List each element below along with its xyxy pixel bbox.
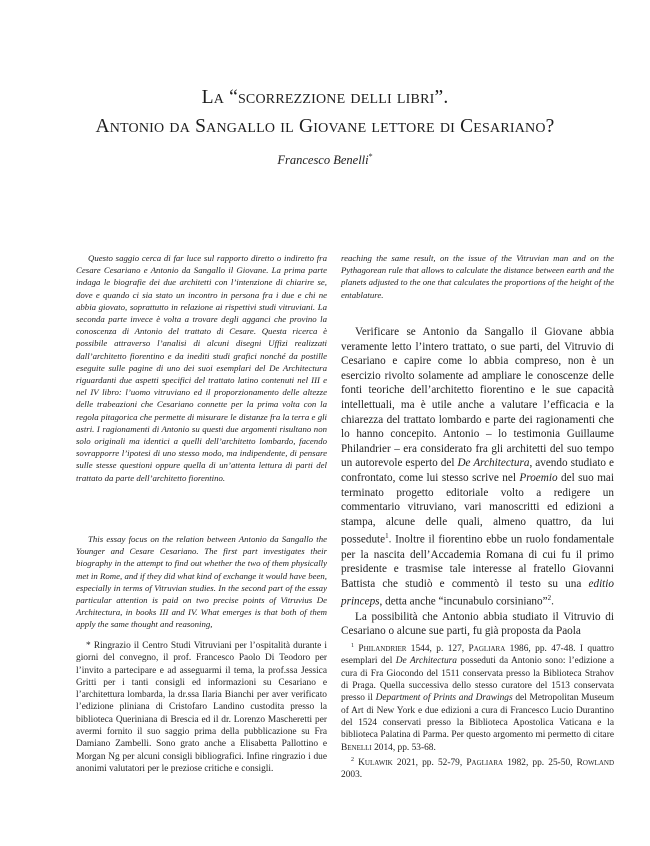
abstract-en-text-2: , in books III and IV. What emerges is that both of them apply the same thought and reasoning,: [76, 607, 327, 630]
footnote-1-text-d: 1986, pp. 47-48. I quattro esemplari del: [341, 644, 614, 667]
body-p1-text-f: .: [551, 596, 554, 609]
footnote-2-author-rowland: Rowland: [576, 757, 614, 768]
footnote-1-text-f: posseduti da Antonio sono: l’edizione a cura di Fra Giocondo del 1511 conservata presso la Biblioteca Strahov di Praga. Quella successiva dello stesso curatore del 1513 conservata presso il: [341, 656, 615, 704]
body-p1-text-d: . Inoltre il fiorentino ebbe un ruolo fondamentale per la nascita dell’Accademia Romana di cui fu il primo presidente e trasmise tale interesse al fratello Giovanni Battista che studiò e commentò il testo su una: [341, 534, 614, 590]
body-p1-proemio: Proemio: [519, 471, 558, 484]
abstract-it-dearch: De Architectura: [269, 362, 328, 373]
abstract-english: [76, 533, 327, 631]
abstract-italian: [76, 252, 327, 484]
footnote-2-mark: 2: [351, 756, 354, 763]
footnote-2-text-d: 1982, pp. 25-50,: [503, 757, 577, 768]
abstract-it-text-3: riguardanti due aspetti specifici del trattato latino contenuti nel III e nel IV libro: l’uomo vitruviano ed il proporzionamento delle altezze delle trabeazioni che Cesariano connette per la prima volta con la regola pitagorica che permette di misurare le distanze fra la terra e gli astri. I ragionamenti di Antonio su questi due argomenti risultano non solo originali ma identici a quelli dell’architetto lombardo, facendo sovrapporre l’ipotesi di uno stesso modo, ma indipendente, di pensare sulle stesse questioni oppure quella di un’attenta lettura di parti del trattato da parte dell’architetto fiorentino.: [76, 375, 327, 483]
abstract-it-text-2: realizzati dall’architetto fiorentino e da inediti studi grafici nonché da postille eseguite sulle pagine di uno dei suoi esemplari del: [76, 338, 327, 373]
footnote-1-dearch: De Architectura: [395, 656, 457, 667]
abstract-en-continuation: reaching the same result, on the issue of the Vitruvian man and on the Pythagorean rule that allows to calculate the distance between earth and the planets adjusted to the one that calculates the proportions of the height of the entablature.: [341, 253, 614, 300]
author-footnote-mark: *: [368, 152, 373, 161]
abstract-en-dearch: De Architectura: [76, 595, 327, 618]
abstract-english-paragraph: [76, 533, 327, 631]
title-line-1: La “scorrezzione delli libri”.: [201, 87, 449, 108]
footnote-star: [76, 640, 327, 775]
footnote-1-text-h: del Metropolitan Museum of Art di New York e due edizioni a cura di Francesco Lucio Durantino del 1524 conservati presso la Biblioteca Apostolica Vaticana e la biblioteca Palatina di Parma. Per questo argomento mi permetto di citare: [341, 693, 614, 741]
footnote-star-paragraph: [76, 640, 327, 775]
footnote-1-department: Department of Prints and Drawings: [375, 693, 513, 704]
body-p1-text-b: , avendo studiato e confrontato, come lui stesso scrive nel: [341, 457, 614, 484]
footnote-star-mark: *: [86, 641, 91, 651]
title-line-2: Antonio da Sangallo il Giovane lettore di Cesariano?: [95, 116, 555, 137]
abstract-italian-paragraph: [76, 252, 327, 484]
body-p1-text-c: del suo mai terminato progetto editoriale volto a redigere un commentario vitruviano, vari manoscritti ed edizioni a stampa, alcune delle quali, almeno quattro, da lui possedute: [341, 471, 614, 547]
footnote-1-mark: 1: [351, 643, 354, 649]
footnote-2: [341, 754, 614, 782]
footnote-1-author-philandrier: Philandrier: [354, 644, 407, 655]
body-text: [341, 325, 614, 639]
footnote-1-author-benelli: Benelli: [341, 742, 372, 753]
footnote-2-author-kulawik: Kulawik: [354, 757, 393, 768]
body-p1-text-a: Verificare se Antonio da Sangallo il Giovane abbia veramente letto l’intero trattato, o sue parti, del Vitruvio di Cesariano e capire come lo abbia compreso, non è un esercizio rivolto solamente ad ampliare le conoscenze delle fonti teoriche dell’architetto fiorentino e le sue capacità intellettuali, ma è utile anche a valutare l’efficacia e la chiarezza del trattato lombardo e parte dei ragionamenti che lo hanno concepito. Antonio – lo testimonia Guillaume Philandrier – era considerato fra gli architetti del suo tempo un autorevole esperto del: [341, 326, 614, 470]
footnote-ref-1[interactable]: 1: [385, 532, 389, 541]
author-name: Francesco Benelli: [277, 153, 369, 168]
abstract-it-text-1: Questo saggio cerca di far luce sul rapporto diretto o indiretto fra Cesare Cesariano e Antonio da Sangallo il Giovane. La prima parte indaga le biografie dei due architetti con l’intenzione di chiarire se, dove e quando ci sia stato un incontro in persona fra i due e chi ne abbia giovato, soprattutto in relazione ai rispettivi studi vitruviani. La seconda parte invece è volta a trovare degli agganci che provino la conoscenza di Antonio del trattato di Cesare. Questa ricerca è possibile attraverso l’analisi di alcuni disegni: [76, 253, 327, 349]
body-p1-text-e: , detta anche “incunabulo corsiniano”: [379, 596, 548, 609]
body-paragraph-1: [341, 325, 614, 610]
abstract-english-continued: [341, 252, 614, 301]
body-p1-editio: editio princeps: [341, 577, 614, 609]
footnote-1-author-pagliara: Pagliara: [468, 644, 506, 655]
footnote-1-text-j: 2014, pp. 53-68.: [371, 742, 436, 753]
footnotes-numbered: [341, 640, 614, 782]
abstract-it-uffizi: Uffizi: [268, 338, 288, 349]
author-byline: [40, 152, 610, 168]
body-p1-dearch: De Architectura: [457, 457, 530, 470]
footnote-1: [341, 640, 614, 754]
footnote-star-text: Ringrazio il Centro Studi Vitruviani per l’ospitalità durante i giorni del convegno, il prof. Francesco Paolo Di Teodoro per l’invito a partecipare e ad asseguarmi il tema, la prof.ssa Jessica Gritti per i tanti consigli ed informazioni su Cesariano e l’architettura lombarda, la dr.ssa Ilaria Bianchi per aver verificato l’edizione pliniana di Cristofaro Landino custodita presso la biblioteca Queriniana di Brescia ed il dr. Lorenzo Mascheretti per avermi fornito il suo saggio prima della pubblicazione su Fra Damiano Zambelli. Sono grato anche a Elisabetta Pallottino e Morgan Ng per alcuni consigli bibliografici. Infine ringrazio i due anonimi valutatori per le preziose critiche e consigli.: [76, 641, 327, 774]
footnote-2-author-pagliara: Pagliara: [466, 757, 504, 768]
footnote-2-text-b: 2021, pp. 52-79,: [392, 757, 467, 768]
footnote-1-text-b: 1544, p. 127,: [406, 644, 469, 655]
body-paragraph-2: La possibilità che Antonio abbia studiato il Vitruvio di Cesariano o alcune sue parti, fu già proposta da Paola: [341, 610, 614, 638]
abstract-en-text-1: This essay focus on the relation between Antonio da Sangallo the Younger and Cesare Cesariano. The first part investigates their biography in the attempt to find out whether the two of them physically met in Rome, and if they did what kind of exchange it would have been, especially in terms of Vitruvian studies. In the second part of the essay particular attention is paid on two precise points of Vitruvius: [76, 534, 327, 606]
footnote-2-text-f: 2003.: [341, 770, 363, 781]
footnote-ref-2[interactable]: 2: [547, 594, 552, 603]
